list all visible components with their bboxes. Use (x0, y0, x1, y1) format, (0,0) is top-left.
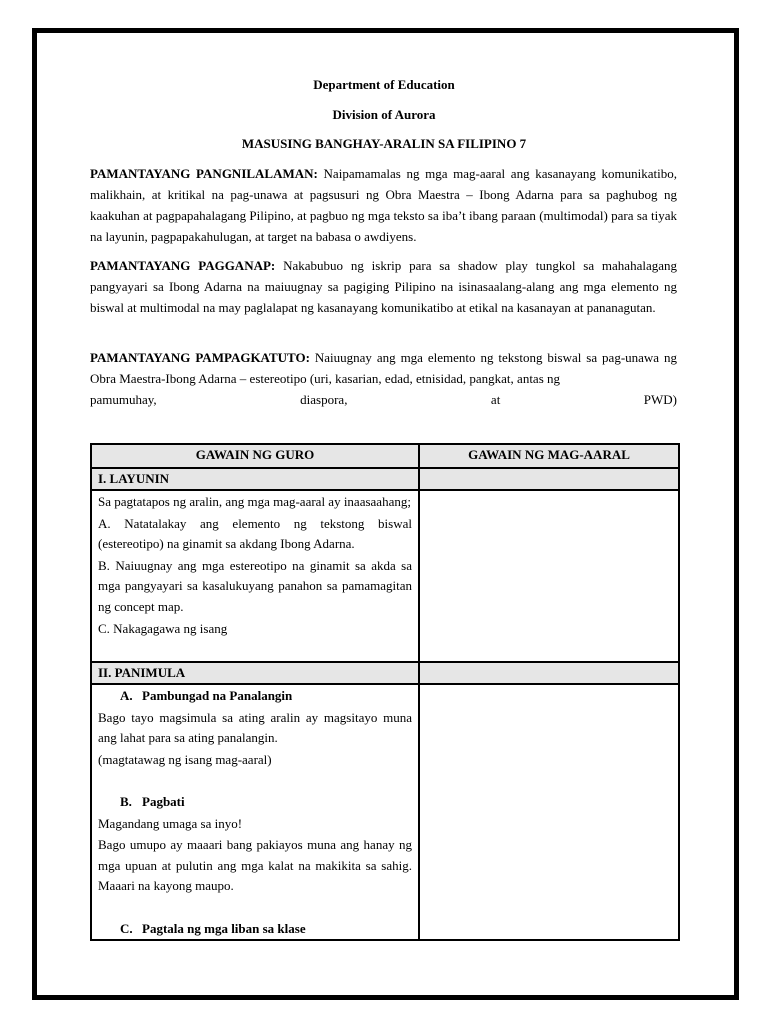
spacer (98, 770, 412, 791)
objectives-intro: Sa pagtatapos ng aralin, ang mga mag-aaral ay inaasaahang; (98, 494, 411, 509)
section-blank-cell (419, 662, 679, 684)
subsection-a-title: Pambungad na Panalangin (142, 688, 293, 703)
prayer-instruction: Bago tayo magsimula sa ating aralin ay magsitayo muna ang lahat para sa ating panalangin. (98, 709, 412, 746)
section-blank-cell (419, 468, 679, 490)
objectives-cell (91, 490, 419, 662)
learning-competency-label: PAMANTAYANG PAMPAGKATUTO: (90, 350, 310, 365)
learning-competency-text: Naiuugnay ang mga elemento ng tekstong biswal sa pag-unawa ng Obra Maestra-Ibong Adarna – estereotipo (uri, kasarian, edad, etnisidad, pangkat, antas ng (90, 350, 678, 386)
department-title: Department of Education (313, 77, 455, 92)
subsection-c-letter: C. (120, 920, 133, 936)
teacher-activity-header: GAWAIN NG GURO (91, 444, 419, 468)
introduction-cell (91, 684, 419, 940)
subsection-b-heading (98, 791, 412, 813)
content-standard-label: PAMANTAYANG PANGNILALAMAN: (90, 166, 318, 181)
performance-standard-text: Nakabubuo ng iskrip para sa shadow play tungkol sa mahahalagang pangyayari sa Ibong Adarna na maiuugnay sa pagiging Pilipino na isinasaalang-alang ang mga elemento ng biswal at multimodal na may paglalapat ng kasanayang komunikatibo at etikal na kasanayan at pananagutan. (90, 258, 677, 315)
student-activity-header: GAWAIN NG MAG-AARAL (419, 444, 679, 468)
subsection-b-letter: B. (120, 793, 132, 809)
learning-competency (90, 347, 677, 410)
subsection-c-title: Pagtala ng mga liban sa klase (142, 920, 306, 936)
content-standard-text: Naipamamalas ng mga mag-aaral ang kasanayang komunikatibo, malikhain, at kritikal na pag-unawa at pagsusuri ng Obra Maestra – Ibong Adarna para sa paghubog ng kaakuhan at pagpapahalagang Pilipino, at pagbuo ng mga teksto sa iba’t ibang paraan (multimodal) para sa tiyak na layunin, pagpapakahulugan, at target na babasa o awdiyens. (90, 166, 678, 244)
performance-standard (90, 255, 677, 318)
student-objectives-cell (419, 490, 679, 662)
lesson-plan-title: MASUSING BANGHAY-ARALIN SA FILIPINO 7 (241, 136, 527, 151)
learning-competency-last-line: pamumuhay, diaspora, at PWD) (90, 392, 677, 407)
lesson-activity-table (90, 443, 680, 941)
spacer (98, 897, 412, 918)
seating-instruction: Bago umupo ay maaari bang pakiayos muna ang hanay ng mga upuan at pulutin ang mga kalat na makikita sa sahig. Maaari na kayong maupo. (98, 837, 412, 894)
content-standard (90, 163, 677, 247)
objective-a: A. Natatalakay ang elemento ng tekstong biswal (estereotipo) na ginamit sa akdang Ibong Adarna. (98, 515, 412, 552)
subsection-a-letter: A. (120, 688, 133, 703)
division-title: Division of Aurora (332, 107, 436, 122)
prayer-note: (magtatawag ng isang mag-aaral) (98, 751, 272, 767)
section-title-layunin: I. LAYUNIN (91, 468, 419, 490)
objective-c: C. Nakagagawa ng isang (98, 620, 228, 636)
objective-b: B. Naiuugnay ang mga estereotipo na ginamit sa akda sa mga pangyayari sa kasalukuyang panahon sa pamamagitan ng concept map. (98, 557, 412, 614)
performance-standard-label: PAMANTAYANG PAGGANAP: (90, 258, 276, 273)
subsection-a-heading (98, 685, 412, 707)
student-introduction-cell (419, 684, 679, 940)
section-title-panimula: II. PANIMULA (91, 662, 419, 684)
subsection-b-title: Pagbati (142, 793, 185, 809)
subsection-c-heading (98, 918, 412, 940)
greeting-line: Magandang umaga sa inyo! (98, 815, 243, 831)
